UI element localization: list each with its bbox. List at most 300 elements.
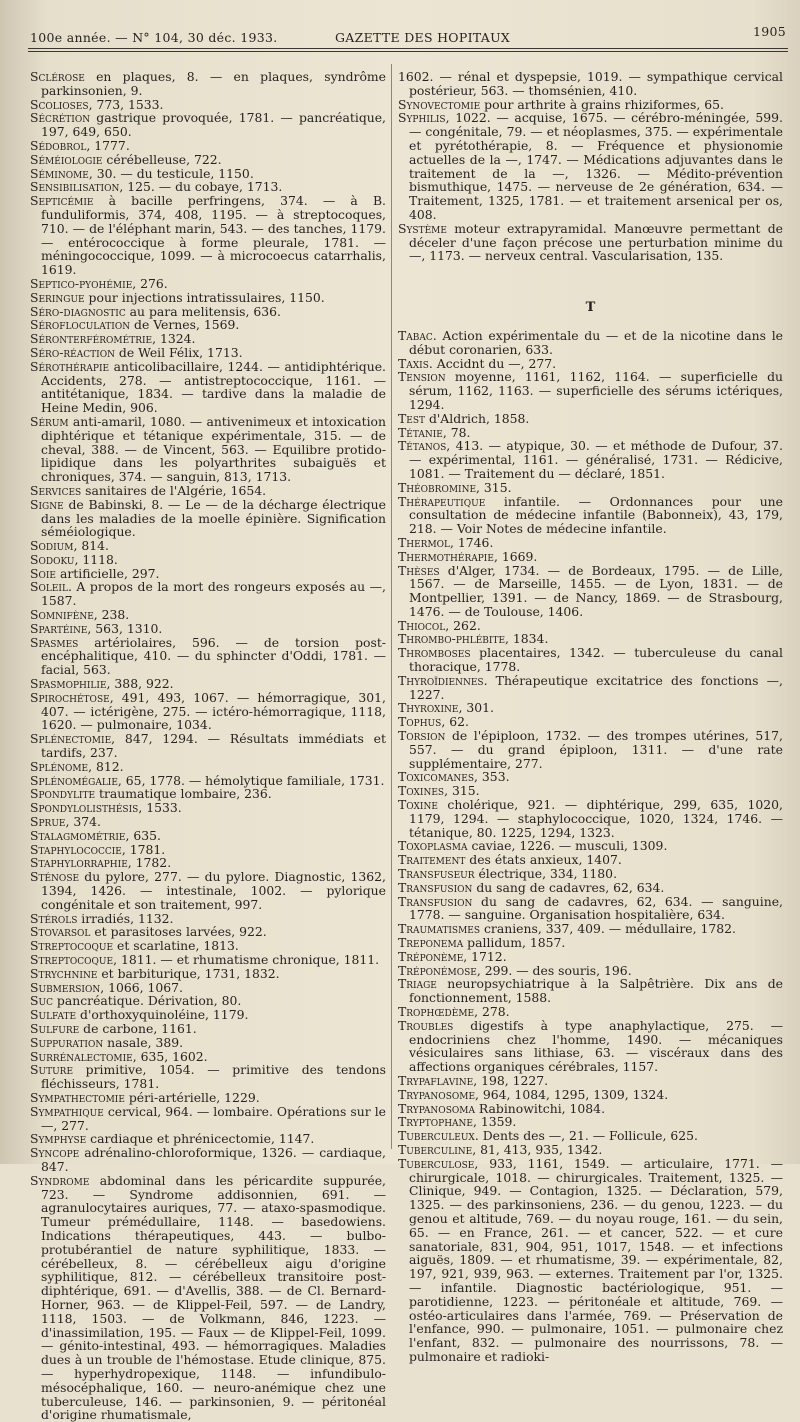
- index-entry: [398, 370, 783, 411]
- entry-term: Stérols: [30, 910, 78, 926]
- entry-refs: , 1118.: [74, 551, 118, 567]
- entry-refs: , 812.: [88, 758, 124, 774]
- entry-term: Thyroïdiennes: [398, 672, 484, 688]
- entry-term: Sulfate: [30, 1007, 77, 1023]
- entry-term: Thermothérapie: [398, 548, 494, 564]
- header-rule-top: [28, 48, 788, 49]
- index-entry: [30, 732, 386, 760]
- right-column-t-entries: [398, 329, 783, 1364]
- entry-term: Toxines: [398, 783, 445, 799]
- index-entry: [398, 784, 783, 798]
- entry-refs: infantile. — Ordonnances pour une consultation de médecine infantile (Babonneix), 43, 179, 218. — Voir Notes de médecine infantile.: [409, 493, 783, 537]
- entry-refs: cardiaque et phrénicectomie, 1147.: [86, 1131, 315, 1147]
- entry-refs: d'Aldrich, 1858.: [425, 410, 530, 426]
- entry-refs: en plaques, 8. — en plaques, syndrôme parkinsonien, 9.: [41, 69, 386, 98]
- entry-refs: , 388, 922.: [106, 676, 174, 692]
- entry-term: Trypaflavine: [398, 1072, 474, 1088]
- index-entry: [30, 691, 386, 732]
- index-entry: [30, 360, 386, 415]
- entry-refs: cérébelleuse, 722.: [102, 151, 222, 167]
- index-entry: [398, 1157, 783, 1364]
- entry-term: Soleil: [30, 579, 68, 595]
- index-entry: [30, 1036, 386, 1050]
- entry-term: Streptocoque: [30, 952, 114, 967]
- entry-term: Trypanosome: [398, 1086, 476, 1102]
- index-entry: [398, 798, 783, 839]
- entry-term: Sympathique: [30, 1103, 104, 1119]
- index-entry: [30, 1105, 386, 1133]
- entry-term: Syncope: [30, 1145, 80, 1161]
- entry-term: Spondylite: [30, 786, 96, 802]
- entry-refs: . Dents des —, 21. — Follicule, 625.: [474, 1128, 698, 1144]
- index-entry: [398, 701, 783, 715]
- entry-refs: , 315.: [444, 783, 480, 799]
- index-entry: [30, 567, 386, 581]
- index-entry: [398, 977, 783, 1005]
- index-entry: [30, 843, 386, 857]
- index-entry: [398, 481, 783, 495]
- index-entry: [398, 839, 783, 853]
- entry-term: Toxoplasma: [398, 838, 468, 854]
- index-entry: [30, 760, 386, 774]
- entry-term: Transfuseur: [398, 866, 475, 882]
- entry-term: Soie: [30, 565, 56, 581]
- entry-term: Synovectomie: [398, 96, 481, 112]
- entry-term: Sympathectomie: [30, 1089, 125, 1105]
- entry-term: Transfusion: [398, 893, 473, 909]
- entry-term: Traumatismes: [398, 921, 481, 937]
- entry-refs: moyenne, 1161, 1162, 1164. — superficielle du sérum, 1162, 1163. — superficielle des sérums ictériques, 1294.: [409, 369, 783, 412]
- index-entry: [30, 774, 386, 788]
- entry-refs: , 262.: [445, 617, 481, 633]
- entry-term: Services: [30, 482, 82, 498]
- entry-term: Trophœdème: [398, 1004, 475, 1019]
- entry-term: Sulfure: [30, 1020, 80, 1036]
- entry-refs: , 78.: [442, 424, 471, 440]
- entry-refs: , 1669.: [493, 548, 538, 564]
- index-entry: [398, 729, 783, 770]
- entry-term: Tryptophane: [398, 1114, 473, 1130]
- index-entry: [30, 1008, 386, 1022]
- index-entry: [30, 856, 386, 870]
- entry-refs: artériolaires, 596. — de torsion post-encéphalitique, 410. — du sphincter d'Oddi, 1781. — facial, 563.: [41, 634, 386, 678]
- index-entry: [398, 936, 783, 950]
- entry-refs: pour injections intratissulaires, 1150.: [84, 289, 325, 305]
- header-rule-bottom: [28, 51, 788, 52]
- index-entry: [30, 939, 386, 953]
- entry-term: Sérofloculation: [30, 317, 131, 333]
- entry-term: Suc: [30, 993, 53, 1009]
- entry-term: Sodoku: [30, 551, 75, 567]
- index-entry: [30, 346, 386, 360]
- index-entry: [398, 111, 783, 221]
- entry-term: Thromboses: [398, 645, 471, 661]
- entry-term: Symphyse: [30, 1131, 87, 1147]
- index-entry: [398, 98, 783, 112]
- index-entry: [398, 853, 783, 867]
- entry-term: Triage: [398, 976, 437, 992]
- entry-refs: irradiés, 1132.: [77, 910, 174, 926]
- index-entry: [30, 70, 386, 98]
- index-entry: [30, 98, 386, 112]
- entry-refs: cervical, 964. — lombaire. Opérations sur le —, 277.: [41, 1103, 386, 1133]
- entry-term: Syphilis: [398, 110, 446, 126]
- index-entry: [30, 636, 386, 677]
- entry-refs: , 30. — du testicule, 1150.: [88, 165, 254, 181]
- column-divider: [391, 64, 392, 1149]
- entry-term: Seringue: [30, 289, 85, 305]
- index-entry: [30, 1146, 386, 1174]
- index-entry: [30, 332, 386, 346]
- entry-term: Test: [398, 410, 426, 426]
- entry-term: Sécrétion: [30, 110, 91, 126]
- entry-refs: placentaires, 1342. — tuberculeuse du canal thoracique, 1778.: [409, 645, 783, 675]
- entry-refs: , 635, 1602.: [132, 1048, 208, 1064]
- entry-term: Spasmophilie: [30, 676, 107, 692]
- entry-term: Spirochétose: [30, 689, 110, 705]
- index-entry: [398, 674, 783, 702]
- index-entry: [30, 111, 386, 139]
- entry-refs: cholérique, 921. — diphtérique, 299, 635, 1020, 1179, 1294. — staphylococcique, 1020, 1324, 1746. — tétanique, 80. 1225, 1294, 1323.: [409, 797, 783, 840]
- entry-term: Splénomégalie: [30, 772, 118, 788]
- index-entry: [30, 967, 386, 981]
- entry-term: Sérum: [30, 413, 69, 429]
- entry-refs: du pylore, 277. — du pylore. Diagnostic, 1362, 1394, 1426. — intestinale, 1002. — pylorique congénitale et son traitement, 997.: [41, 869, 386, 912]
- entry-term: Thérapeutique: [398, 493, 486, 509]
- index-entry: [398, 1005, 783, 1019]
- index-entry: [398, 1129, 783, 1143]
- entry-refs: , 933, 1161, 1549. — articulaire, 1771. — chirurgicale, 1018. — chirurgicales. Traitement, 1325. — Clinique, 949. — Contagion, 1325. — Déclaration, 579, 1325. — des parkinsoniens, 236. — du genou, 1223. — du genou et altitude, 769. — du noyau rouge, 161. — du sein, 65. — en France, 261. — et cancer, 522. — et cure sanatoriale, 831, 904, 951, 1017, 1548. — et infections aiguës, 1809. — et rhumatisme, 39. — expérimentale, 82, 197, 921, 939, 963. — externes. Traitement par l'or, 1325. — infantile. Diagnostic bactériologique, 951. — parotidienne, 1223. — péritonéale et altitude, 769. — ostéo-articulaires dans l'armée, 769. — Préservation de l'enfance, 990. — pulmonaire, 1051. — pulmonaire chez l'enfant, 832. — pulmonaire des nourrissons, 78. — pulmonaire et radioki-: [409, 1155, 783, 1364]
- index-entry: [30, 1091, 386, 1105]
- entry-refs: abdominal dans les péricardite suppurée, 723. — Syndrome addisonnien, 691. — agranulocytaires auriques, 77. — ataxo-spasmodique. Tumeur prémédullaire, 1148. — basedowiens. Indications thérapeutiques, 443. — bulbo-protubérantiel de nature syphilitique, 1833. — cérébelleux, 8. — cérébelleux aigu d'origine syphilitique, 812. — cérébelleux transitoire post-diphtérique, 691. — d'Avellis, 388. — de Cl. Bernard-Horner, 963. — de Klippel-Feil, 597. — de Landry, 1118, 1503. — de Volkmann, 846, 1223. — d'inassimilation, 195. — Faux — de Klippel-Feil, 1099. — génito-intestinal, 493. — hémorragiques. Maladies dues à un trouble de l'hémostase. Etude clinique, 875. — hyperhydropexique, 1148. — infundibulo-mésocéphalique, 160. — neuro-anémique chez une tuberculeuse, 146. — parkinsonien, 9. — péritonéal d'origine rhumatismale,: [41, 1172, 386, 1422]
- entry-refs: anti-amaril, 1080. — antivenimeux et intoxication diphtérique et tétanique expérimentale, 315. — de cheval, 388. — de Vincent, 563. — Equilibre protido-lipidique dans les polyarthrites subaiguës et chroniques, 374. — sanguin, 813, 1713.: [41, 413, 386, 485]
- index-entry: [30, 1063, 386, 1091]
- index-entry: [398, 922, 783, 936]
- entry-term: Spartéine: [30, 620, 88, 636]
- index-entry: [398, 715, 783, 729]
- entry-term: Treponema: [398, 935, 464, 951]
- index-entry: [30, 484, 386, 498]
- entry-term: Séro-réaction: [30, 344, 115, 360]
- index-entry: [30, 291, 386, 305]
- index-entry: [30, 305, 386, 319]
- entry-refs: Rabinowitchi, 1084.: [474, 1100, 606, 1116]
- index-entry: [30, 787, 386, 801]
- entry-refs: du sang de cadavres, 62, 634. — sanguine, 1778. — sanguine. Organisation hospitalière, 634.: [409, 893, 783, 923]
- entry-term: Streptocoque: [30, 938, 114, 954]
- index-entry: [30, 1132, 386, 1146]
- entry-refs: , 65, 1778. — hémolytique familiale, 1731.: [117, 772, 385, 788]
- entry-term: Séminome: [30, 165, 89, 181]
- entry-refs: , 491, 493, 1067. — hémorragique, 301, 407. — ictérigène, 275. — ictéro-hémorragique, 1118, 1620. — pulmonaire, 1034.: [41, 689, 386, 733]
- left-column: [30, 70, 386, 1422]
- entry-term: Splénome: [30, 758, 89, 774]
- entry-refs: de carbone, 1161.: [79, 1020, 197, 1036]
- index-entry: [398, 426, 783, 440]
- entry-refs: , 1811. — et rhumatisme chronique, 1811.: [113, 952, 380, 967]
- entry-term: Sensibilisation: [30, 179, 120, 195]
- index-entry: [30, 912, 386, 926]
- index-entry: [30, 1022, 386, 1036]
- index-entry: [398, 495, 783, 536]
- index-entry: [30, 608, 386, 622]
- entry-term: Stalagmométrie: [30, 827, 126, 843]
- entry-term: Staphylorraphie: [30, 855, 128, 871]
- entry-refs: , 81, 413, 935, 1342.: [472, 1141, 603, 1157]
- entry-refs: de l'épiploon, 1732. — des trompes utérines, 517, 557. — du grand épiploon, 1311. — d'une rate supplémentaire, 277.: [409, 728, 783, 771]
- entry-refs: gastrique provoquée, 1781. — pancréatique, 197, 649, 650.: [41, 110, 386, 140]
- entry-refs: , 353.: [474, 769, 510, 785]
- entry-refs: , 315.: [476, 479, 512, 495]
- entry-refs: , 1834.: [505, 631, 549, 647]
- index-entry: [398, 1115, 783, 1129]
- index-entry: [30, 194, 386, 277]
- entry-term: Thèses: [398, 562, 440, 578]
- entry-refs: et scarlatine, 1813.: [113, 938, 239, 954]
- entry-term: Tuberculine: [398, 1141, 473, 1157]
- entry-term: Torsion: [398, 728, 446, 744]
- entry-refs: au para melitensis, 636.: [125, 303, 281, 319]
- entry-term: Staphylococcie: [30, 841, 122, 857]
- index-entry: [30, 981, 386, 995]
- entry-term: Système: [398, 220, 447, 236]
- page-number: 1905: [752, 24, 786, 39]
- index-entry: [398, 895, 783, 923]
- entry-refs: artificielle, 297.: [56, 565, 160, 581]
- entry-term: Tophus: [398, 714, 442, 730]
- entry-refs: , 62.: [441, 714, 469, 730]
- entry-term: Septicémie: [30, 193, 94, 209]
- entry-refs: . A propos de la mort des rongeurs exposés au —, 1587.: [41, 579, 386, 609]
- index-entry: [398, 1074, 783, 1088]
- entry-refs: , 1782.: [127, 855, 172, 871]
- journal-title: GAZETTE DES HOPITAUX: [335, 30, 511, 45]
- index-entry: [398, 536, 783, 550]
- entry-term: Transfusion: [398, 879, 473, 895]
- entry-term: Sclérose: [30, 69, 85, 84]
- index-entry: [30, 539, 386, 553]
- entry-refs: , 301.: [458, 700, 494, 716]
- index-entry: [30, 498, 386, 539]
- entry-term: Traitement: [398, 852, 466, 868]
- index-entry: [398, 632, 783, 646]
- entry-term: Tabac: [398, 327, 433, 343]
- entry-refs: , 125. — du cobaye, 1713.: [119, 179, 283, 195]
- entry-refs: . Thérapeutique excitatrice des fonctions —, 1227.: [409, 672, 783, 702]
- entry-term: Tuberculose: [398, 1155, 475, 1171]
- entry-refs: anticolibacillaire, 1244. — antidiphtérique. Accidents, 278. — antistreptococcique, 1161. — antitétanique, 1834. — tardive dans la maladie de Heine Medin, 906.: [41, 358, 386, 416]
- entry-refs: et barbiturique, 1731, 1832.: [97, 965, 280, 981]
- index-entry: [30, 829, 386, 843]
- index-entry: [398, 329, 783, 357]
- entry-refs: . Accidnt du —, 277.: [428, 355, 557, 371]
- index-entry: [30, 180, 386, 194]
- entry-term: Splénectomie: [30, 731, 112, 747]
- entry-refs: d'orthoxyquinoléine, 1179.: [76, 1007, 249, 1023]
- entry-term: Scolioses: [30, 96, 89, 112]
- index-entry: [398, 867, 783, 881]
- entry-refs: , 814.: [73, 538, 109, 554]
- entry-refs: et parasitoses larvées, 922.: [90, 924, 267, 940]
- entry-term: Séro-diagnostic: [30, 303, 126, 319]
- index-entry: [30, 677, 386, 691]
- entry-refs: , 1746.: [450, 534, 494, 550]
- index-entry: [30, 1174, 386, 1422]
- index-entry: [398, 222, 783, 263]
- entry-refs: , 1324.: [152, 331, 196, 347]
- entry-refs: , 1066, 1067.: [100, 979, 183, 995]
- index-entry: [30, 167, 386, 181]
- section-letter: T: [585, 300, 596, 316]
- issue-info: 100e année. — N° 104, 30 déc. 1933.: [30, 30, 278, 45]
- running-header: [30, 24, 786, 46]
- entry-term: Somnifène: [30, 607, 94, 623]
- entry-refs: de Weil Félix, 1713.: [114, 344, 243, 360]
- entry-refs: de Vernes, 1569.: [130, 317, 240, 333]
- entry-refs: , 847, 1294. — Résultats immédiats et tardifs, 237.: [41, 731, 386, 761]
- entry-term: Séronterférométrie: [30, 331, 153, 347]
- index-entry: [398, 881, 783, 895]
- index-entry: [398, 70, 783, 98]
- entry-refs: électrique, 334, 1180.: [474, 866, 618, 882]
- entry-term: Tuberculeux: [398, 1128, 475, 1144]
- entry-term: Taxis: [398, 355, 429, 371]
- entry-refs: pallidum, 1857.: [463, 935, 566, 951]
- entry-term: Thiocol: [398, 617, 446, 633]
- entry-refs: , 635.: [125, 827, 161, 843]
- entry-term: Sprue: [30, 814, 66, 830]
- entry-term: Trypanosoma: [398, 1100, 475, 1116]
- entry-refs: sanitaires de l'Algérie, 1654.: [81, 482, 267, 498]
- entry-term: Tétanie: [398, 424, 443, 440]
- entry-refs: , 1533.: [138, 800, 182, 816]
- index-entry: [30, 1050, 386, 1064]
- entry-term: Thyroxine: [398, 700, 459, 716]
- right-column: [398, 70, 783, 1364]
- entry-refs: , 299. — des souris, 196.: [476, 962, 632, 978]
- entry-refs: , 563, 1310.: [87, 620, 163, 636]
- entry-term: Séméiologie: [30, 151, 103, 167]
- index-entry: [30, 994, 386, 1008]
- entry-term: Thrombo-phlébite: [398, 631, 506, 647]
- entry-refs: digestifs à type anaphylactique, 275. — endocriniens chez l'homme, 1490. — mécaniques vésiculaires sans lithiase, 63. — viscéraux dans des affections organiques cérébrales, 1157.: [409, 1017, 783, 1075]
- entry-refs: pancréatique. Dérivation, 80.: [52, 993, 242, 1009]
- entry-refs: , 413. — atypique, 30. — et méthode de Dufour, 37. — expérimental, 1161. — généralisé, 1731. — Rédicive, 1081. — Traitement du — déclaré, 1851.: [409, 438, 783, 481]
- index-entry: [398, 357, 783, 371]
- entry-refs: neuropsychiatrique à la Salpêtrière. Dix ans de fonctionnement, 1588.: [409, 976, 783, 1006]
- index-entry: [398, 646, 783, 674]
- entry-term: Strychnine: [30, 965, 98, 981]
- index-entry: [398, 1143, 783, 1157]
- entry-term: Thermol: [398, 534, 451, 550]
- entry-refs: des états anxieux, 1407.: [465, 852, 622, 868]
- index-entry: [398, 770, 783, 784]
- index-entry: [30, 277, 386, 291]
- entry-term: Suppuration: [30, 1034, 104, 1050]
- index-entry: [398, 1088, 783, 1102]
- entry-refs: de Babinski, 8. — Le — de la décharge électrique dans les maladies de la moelle épinière. Signification séméiologique.: [41, 496, 386, 540]
- entry-term: Tréponème: [398, 948, 464, 964]
- entry-refs: traumatique lombaire, 236.: [95, 786, 272, 802]
- entry-refs: , 238.: [93, 607, 130, 623]
- section-spacer: [398, 263, 783, 289]
- entry-term: Submersion: [30, 979, 101, 995]
- entry-refs: pour arthrite à grains rhiziformes, 65.: [480, 96, 724, 112]
- entry-refs: craniens, 337, 409. — médullaire, 1782.: [480, 921, 736, 937]
- entry-refs: moteur extrapyramidal. Manœuvre permettant de déceler d'une façon précose une perturbation minime du —, 1173. — nerveux central. Vascularisation, 135.: [409, 220, 783, 264]
- index-entry: [398, 439, 783, 480]
- entry-refs: , 1359.: [473, 1114, 517, 1130]
- entry-refs: adrénalino-chloroformique, 1326. — cardiaque, 847.: [41, 1145, 386, 1174]
- entry-refs: 1602. — rénal et dyspepsie, 1019. — sympathique cervical postérieur, 563. — thomsénien, 410.: [398, 69, 783, 98]
- entry-term: Tréponémose: [398, 962, 477, 978]
- index-entry: [398, 619, 783, 633]
- index-entry: [30, 801, 386, 815]
- index-entry: [30, 815, 386, 829]
- index-entry: [30, 925, 386, 939]
- entry-term: Signe: [30, 496, 64, 512]
- entry-term: Surrénalectomie: [30, 1048, 133, 1064]
- index-entry: [398, 964, 783, 978]
- entry-term: Syndrome: [30, 1172, 90, 1188]
- entry-term: Sodium: [30, 538, 74, 554]
- entry-refs: , 198, 1227.: [473, 1072, 549, 1088]
- entry-term: Spondylolisthésis: [30, 800, 139, 816]
- entry-refs: . Action expérimentale du — et de la nicotine dans le début coronarien, 633.: [409, 327, 783, 357]
- entry-refs: , 278.: [474, 1004, 510, 1019]
- entry-term: Septico-pyohémie: [30, 275, 133, 291]
- entry-term: Stovarsol: [30, 924, 91, 940]
- index-entry: [398, 950, 783, 964]
- index-entry: [30, 953, 386, 967]
- entry-refs: caviae, 1226. — musculi, 1309.: [467, 838, 668, 854]
- entry-refs: , 276.: [132, 275, 168, 291]
- entry-term: Toxine: [398, 797, 438, 813]
- entry-refs: , 1781.: [121, 841, 166, 857]
- entry-term: Sténose: [30, 869, 80, 885]
- entry-refs: d'Alger, 1734. — de Bordeaux, 1795. — de Lille, 1567. — de Marseille, 1455. — de Lyon, 1831. — de Montpellier, 1391. — de Nancy, 1869. — de Strasbourg, 1476. — de Toulouse, 1406.: [409, 562, 783, 619]
- entry-refs: du sang de cadavres, 62, 634.: [472, 879, 665, 895]
- entry-refs: , 1777.: [86, 137, 130, 153]
- entry-term: Troubles: [398, 1017, 454, 1033]
- index-entry: [30, 580, 386, 608]
- entry-term: Sérothérapie: [30, 358, 110, 374]
- index-entry: [30, 153, 386, 167]
- entry-refs: , 773, 1533.: [88, 96, 164, 112]
- entry-term: Tension: [398, 369, 446, 385]
- entry-refs: , 374.: [65, 814, 101, 830]
- entry-term: Théobromine: [398, 479, 477, 495]
- index-entry: [398, 550, 783, 564]
- index-entry: [30, 870, 386, 911]
- index-entry: [30, 139, 386, 153]
- index-entry: [30, 415, 386, 484]
- index-entry: [398, 1019, 783, 1074]
- index-entry: [30, 553, 386, 567]
- entry-refs: , 964, 1084, 1295, 1309, 1324.: [475, 1086, 669, 1102]
- index-entry: [398, 412, 783, 426]
- index-entry: [30, 318, 386, 332]
- entry-term: Sédobrol: [30, 137, 87, 153]
- entry-term: Spasmes: [30, 634, 79, 650]
- entry-term: Suture: [30, 1062, 74, 1078]
- entry-refs: , 1712.: [463, 948, 507, 964]
- index-entry: [398, 564, 783, 619]
- entry-term: Toxicomanes: [398, 769, 475, 785]
- entry-refs: nasale, 389.: [103, 1034, 184, 1050]
- entry-refs: , 1022. — acquise, 1675. — cérébro-méningée, 599. — congénitale, 79. — et néoplasmes, 375. — expérimentale et pyrétothérapie, 8. — Fréquence et physionomie actuelles de la —, 1747. — Médications adjuvantes dans le traitement de la —, 1326. — Médito-prévention bismuthique, 1475. — nerveuse de 2e génération, 634. — Traitement, 1325, 1781. — et traitement arsenical per os, 408.: [409, 110, 783, 222]
- entry-term: Tétanos: [398, 438, 447, 454]
